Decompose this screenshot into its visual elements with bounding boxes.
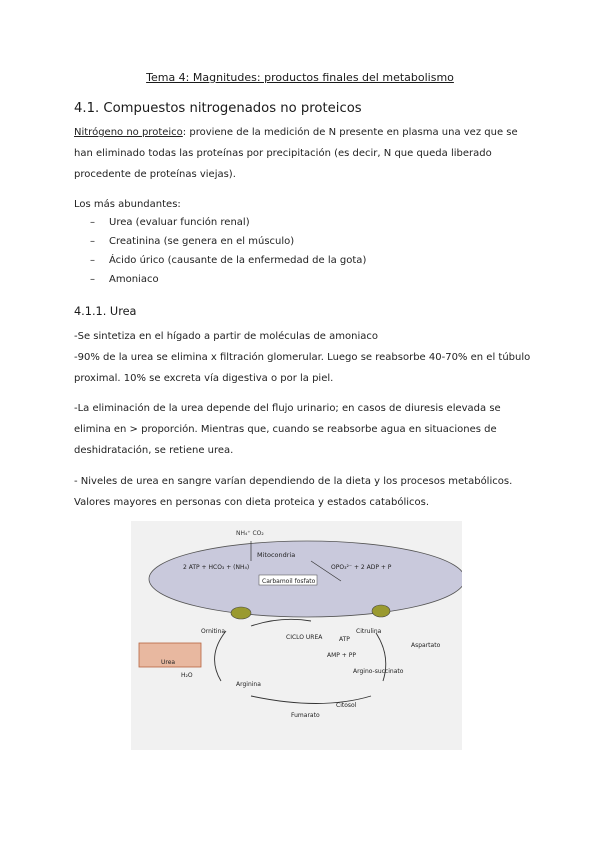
- label-arginine: Arginina: [236, 681, 261, 688]
- label-fumarate: Fumarato: [291, 712, 320, 719]
- list-item: – Ácido úrico (causante de la enfermedad de la gota): [90, 255, 367, 266]
- label-amp: AMP + PP: [327, 652, 356, 659]
- urea-paragraph-2: -La eliminación de la urea depende del flujo urinario; en casos de diuresis elevada se elimina en > proporción. Mientras que, cuando se reabsorbe agua en situaciones de deshidratación, se retiene urea.: [74, 403, 501, 456]
- label-reaction-right: OPO₃²⁻ + 2 ADP + P: [331, 564, 392, 571]
- label-atp: ATP: [339, 636, 350, 643]
- label-aspartate: Aspartato: [411, 642, 441, 649]
- label-argininosuccinate: Argino-succinato: [353, 668, 404, 675]
- label-ornithine: Ornitina: [201, 628, 226, 635]
- definition-term: Nitrógeno no proteico: [74, 127, 183, 138]
- transporter-right: [372, 605, 390, 617]
- definition-paragraph: [74, 122, 534, 185]
- list-item: – Urea (evaluar función renal): [90, 217, 250, 228]
- label-mitochondria: Mitocondria: [257, 551, 296, 559]
- page-title: Tema 4: Magnitudes: productos finales del metabolismo: [146, 71, 454, 84]
- urea-cycle-figure: [131, 521, 462, 750]
- label-carbamoyl: Carbamoil fosfato: [262, 578, 316, 585]
- label-reaction-top: 2 ATP + HCO₃ + (NH₄): [183, 564, 250, 571]
- label-nh3-co2: NH₄⁺ CO₂: [236, 530, 264, 537]
- section-heading: 4.1. Compuestos nitrogenados no proteicos: [74, 101, 362, 116]
- abundant-label: Los más abundantes:: [74, 199, 181, 210]
- label-urea: Urea: [161, 659, 176, 666]
- abundant-list: [74, 213, 366, 289]
- label-cytosol: Citosol: [336, 702, 357, 709]
- list-item: – Amoniaco: [90, 274, 159, 285]
- label-citrulline: Citrulina: [356, 628, 382, 635]
- subsection-heading: 4.1.1. Urea: [74, 305, 137, 318]
- transporter-left: [231, 607, 251, 619]
- list-item: – Creatinina (se genera en el músculo): [90, 236, 295, 247]
- urea-paragraph-3: - Niveles de urea en sangre varían dependiendo de la dieta y los procesos metabólicos. Valores mayores en personas con dieta proteica y estados catabólicos.: [74, 476, 513, 508]
- definition-text: : proviene de la medición de N presente en plasma una vez que se han eliminado todas las proteínas por precipitación (es decir, N que queda liberado procedente de proteínas viejas).: [74, 127, 518, 180]
- urea-paragraph-1: -Se sintetiza en el hígado a partir de moléculas de amoniaco -90% de la urea se elimina x filtración glomerular. Luego se reabsorbe 40-70% en el túbulo proximal. 10% se excreta vía digestiva o por la piel.: [74, 331, 531, 384]
- label-water: H₂O: [181, 672, 193, 679]
- label-cycle: CICLO UREA: [286, 634, 323, 641]
